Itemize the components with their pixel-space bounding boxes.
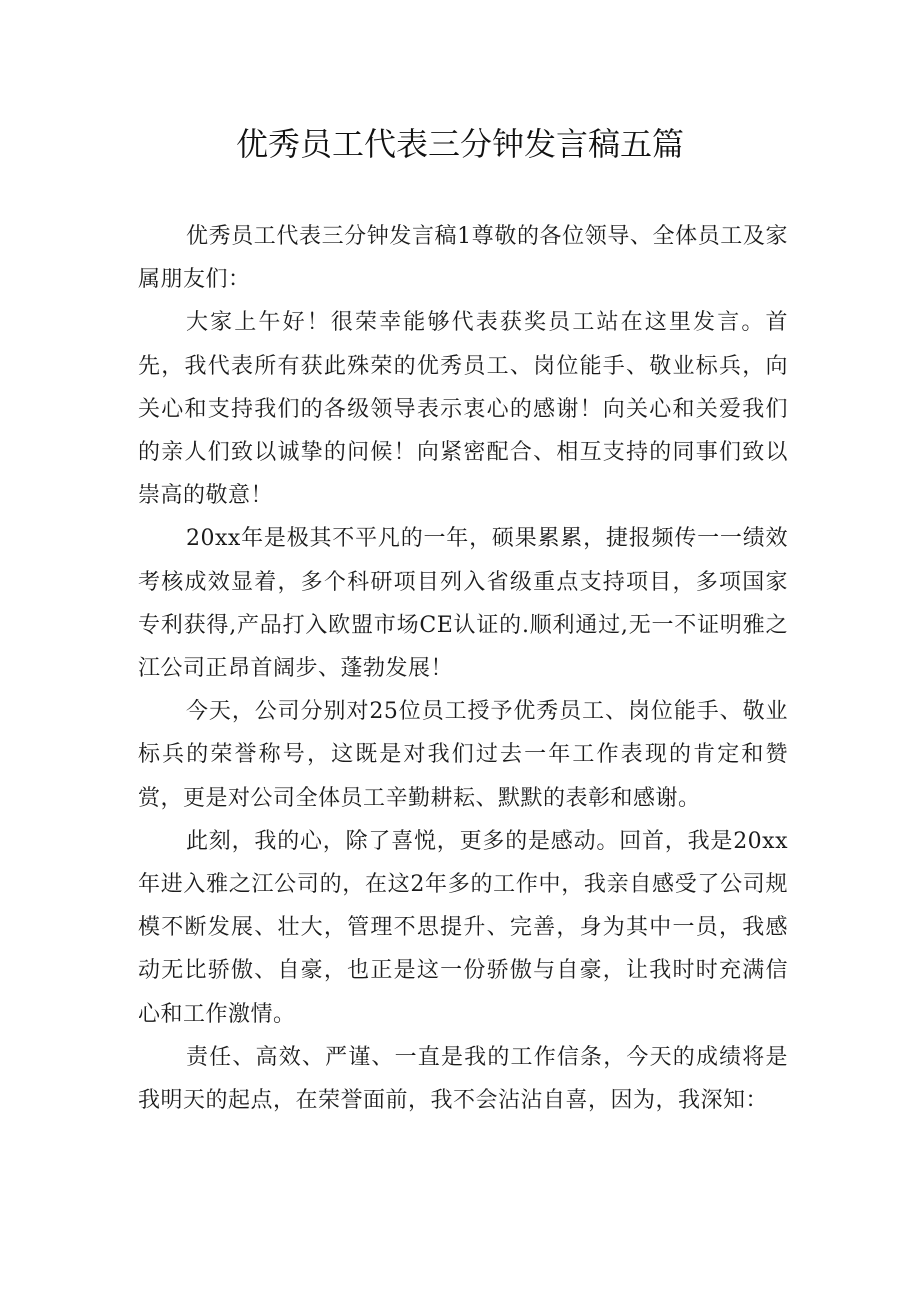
paragraph-awards: 今天，公司分别对25位员工授予优秀员工、岗位能手、敬业标兵的荣誉称号，这既是对我们过去一年工作表现的肯定和赞赏，更是对公司全体员工辛勤耕耘、默默的表彰和感谢。	[138, 699, 788, 811]
paragraph-achievements: 20xx年是极其不平凡的一年，硕果累累，捷报频传一一绩效考核成效显着，多个科研项目列入省级重点支持项目，多项国家专利获得,产品打入欧盟市场CE认证的.顺利通过,无一不证明雅之江公司正昂首阔步、蓬勃发展！	[138, 526, 788, 682]
document-title: 优秀员工代表三分钟发言稿五篇	[235, 125, 684, 163]
paragraph-thanks: 大家上午好！很荣幸能够代表获奖员工站在这里发言。首先，我代表所有获此殊荣的优秀员工、岗位能手、敬业标兵，向关心和支持我们的各级领导表示衷心的感谢！向关心和关爱我们的亲人们致以诚挚的问候！向紧密配合、相互支持的同事们致以崇高的敬意！	[138, 310, 788, 509]
document-body	[138, 215, 788, 1122]
paragraph-greeting: 优秀员工代表三分钟发言稿1尊敬的各位领导、全体员工及家属朋友们：	[138, 224, 788, 293]
paragraph-motto: 责任、高效、严谨、一直是我的工作信条，今天的成绩将是我明天的起点，在荣誉面前，我不会沾沾自喜，因为，我深知：	[138, 1044, 788, 1114]
paragraph-feelings: 此刻，我的心，除了喜悦，更多的是感动。回首，我是20xx年进入雅之江公司的，在这2年多的工作中，我亲自感受了公司规模不断发展、壮大，管理不思提升、完善，身为其中一员，我感动无比骄傲、自豪，也正是这一份骄傲与自豪，让我时时充满信心和工作激情。	[138, 828, 788, 1027]
